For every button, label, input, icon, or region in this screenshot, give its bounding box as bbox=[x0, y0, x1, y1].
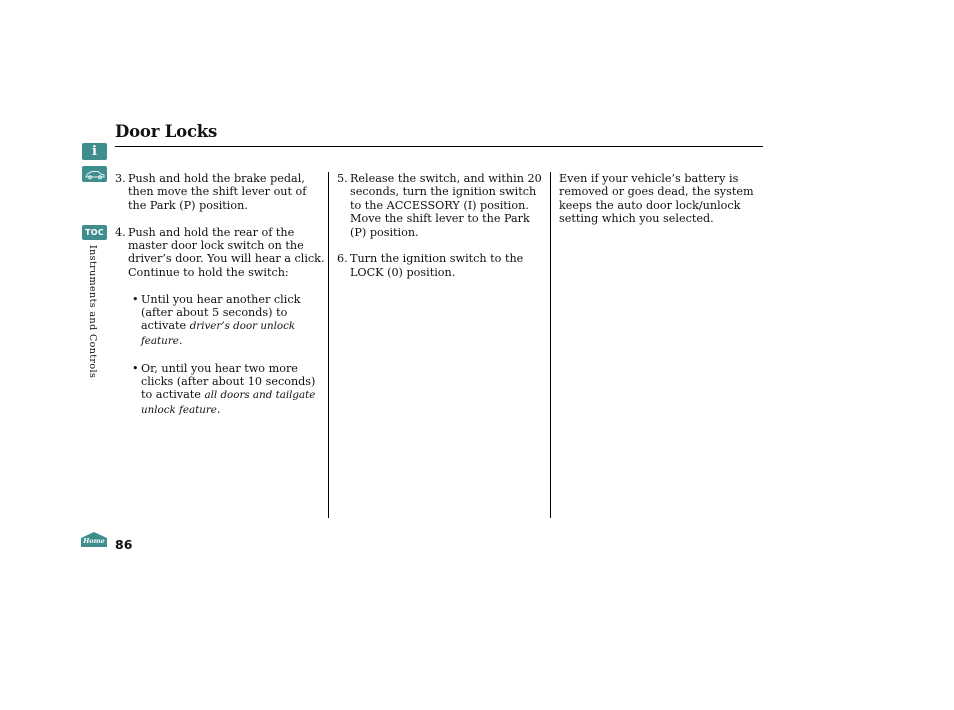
step-3 bbox=[115, 172, 325, 212]
page-title: Door Locks bbox=[115, 122, 218, 141]
text-line bbox=[141, 403, 325, 417]
bullet-dot: • bbox=[132, 292, 139, 306]
vehicle-index-button[interactable] bbox=[82, 166, 107, 182]
text-line: Push and hold the rear of the bbox=[128, 225, 295, 239]
step-number: 6. bbox=[337, 252, 348, 266]
column-3 bbox=[559, 172, 759, 226]
home-button[interactable] bbox=[80, 531, 108, 548]
step-5 bbox=[337, 172, 542, 239]
feature-name: unlock feature bbox=[141, 403, 217, 416]
bullet-dot: • bbox=[132, 361, 139, 375]
text-run: activate bbox=[141, 319, 190, 333]
step-number: 4. bbox=[115, 225, 126, 239]
text-line: Until you hear another click bbox=[141, 292, 301, 306]
title-rule bbox=[115, 146, 763, 147]
text-line: Even if your vehicle’s battery is bbox=[559, 172, 739, 185]
text-line: Or, until you hear two more bbox=[141, 361, 298, 375]
text-line: keeps the auto door lock/unlock bbox=[559, 198, 741, 212]
chapter-label: Instruments and Controls bbox=[87, 245, 98, 379]
text-line: (P) position. bbox=[350, 225, 419, 239]
step-number: 5. bbox=[337, 172, 348, 185]
feature-name: feature bbox=[141, 334, 179, 347]
text-line: Move the shift lever to the Park bbox=[350, 212, 530, 226]
info-icon: i bbox=[92, 144, 97, 159]
text-line: Continue to hold the switch: bbox=[128, 265, 289, 279]
column-2 bbox=[337, 172, 542, 279]
text-line: seconds, turn the ignition switch bbox=[350, 185, 537, 199]
bullet-all-doors-unlock bbox=[132, 362, 325, 418]
text-line bbox=[141, 319, 325, 333]
battery-note bbox=[559, 172, 759, 226]
text-line: the Park (P) position. bbox=[128, 198, 248, 212]
home-label: Home bbox=[83, 537, 105, 546]
text-line: Turn the ignition switch to the bbox=[350, 252, 524, 266]
column-divider bbox=[328, 172, 329, 518]
bullet-driver-door-unlock bbox=[132, 293, 325, 349]
text-line: setting which you selected. bbox=[559, 212, 714, 226]
text-line: to the ACCESSORY (I) position. bbox=[350, 198, 529, 212]
step-6 bbox=[337, 252, 542, 279]
toc-button[interactable] bbox=[82, 225, 107, 240]
text-line: (after about 5 seconds) to bbox=[141, 306, 288, 320]
info-button[interactable] bbox=[82, 143, 107, 160]
toc-label: TOC bbox=[85, 228, 104, 237]
text-run: . bbox=[178, 333, 183, 347]
text-run: to activate bbox=[141, 388, 205, 402]
text-run: . bbox=[216, 402, 221, 416]
text-line bbox=[141, 334, 325, 348]
text-line bbox=[141, 388, 325, 402]
text-line: clicks (after about 10 seconds) bbox=[141, 375, 316, 389]
text-line: LOCK (0) position. bbox=[350, 265, 456, 279]
column-divider bbox=[550, 172, 551, 518]
feature-name: all doors and tailgate bbox=[204, 389, 316, 402]
page-number: 86 bbox=[115, 537, 133, 552]
step-4 bbox=[115, 226, 325, 280]
text-line: Release the switch, and within 20 bbox=[350, 172, 542, 185]
column-1 bbox=[115, 172, 325, 417]
text-line: driver’s door. You will hear a click. bbox=[128, 252, 325, 266]
text-line: then move the shift lever out of bbox=[128, 185, 307, 199]
text-line: master door lock switch on the bbox=[128, 239, 304, 253]
car-icon bbox=[84, 168, 106, 180]
step-number: 3. bbox=[115, 172, 126, 185]
feature-name: driver’s door unlock bbox=[189, 320, 296, 333]
text-line: Push and hold the brake pedal, bbox=[128, 172, 305, 185]
text-line: removed or goes dead, the system bbox=[559, 185, 754, 199]
